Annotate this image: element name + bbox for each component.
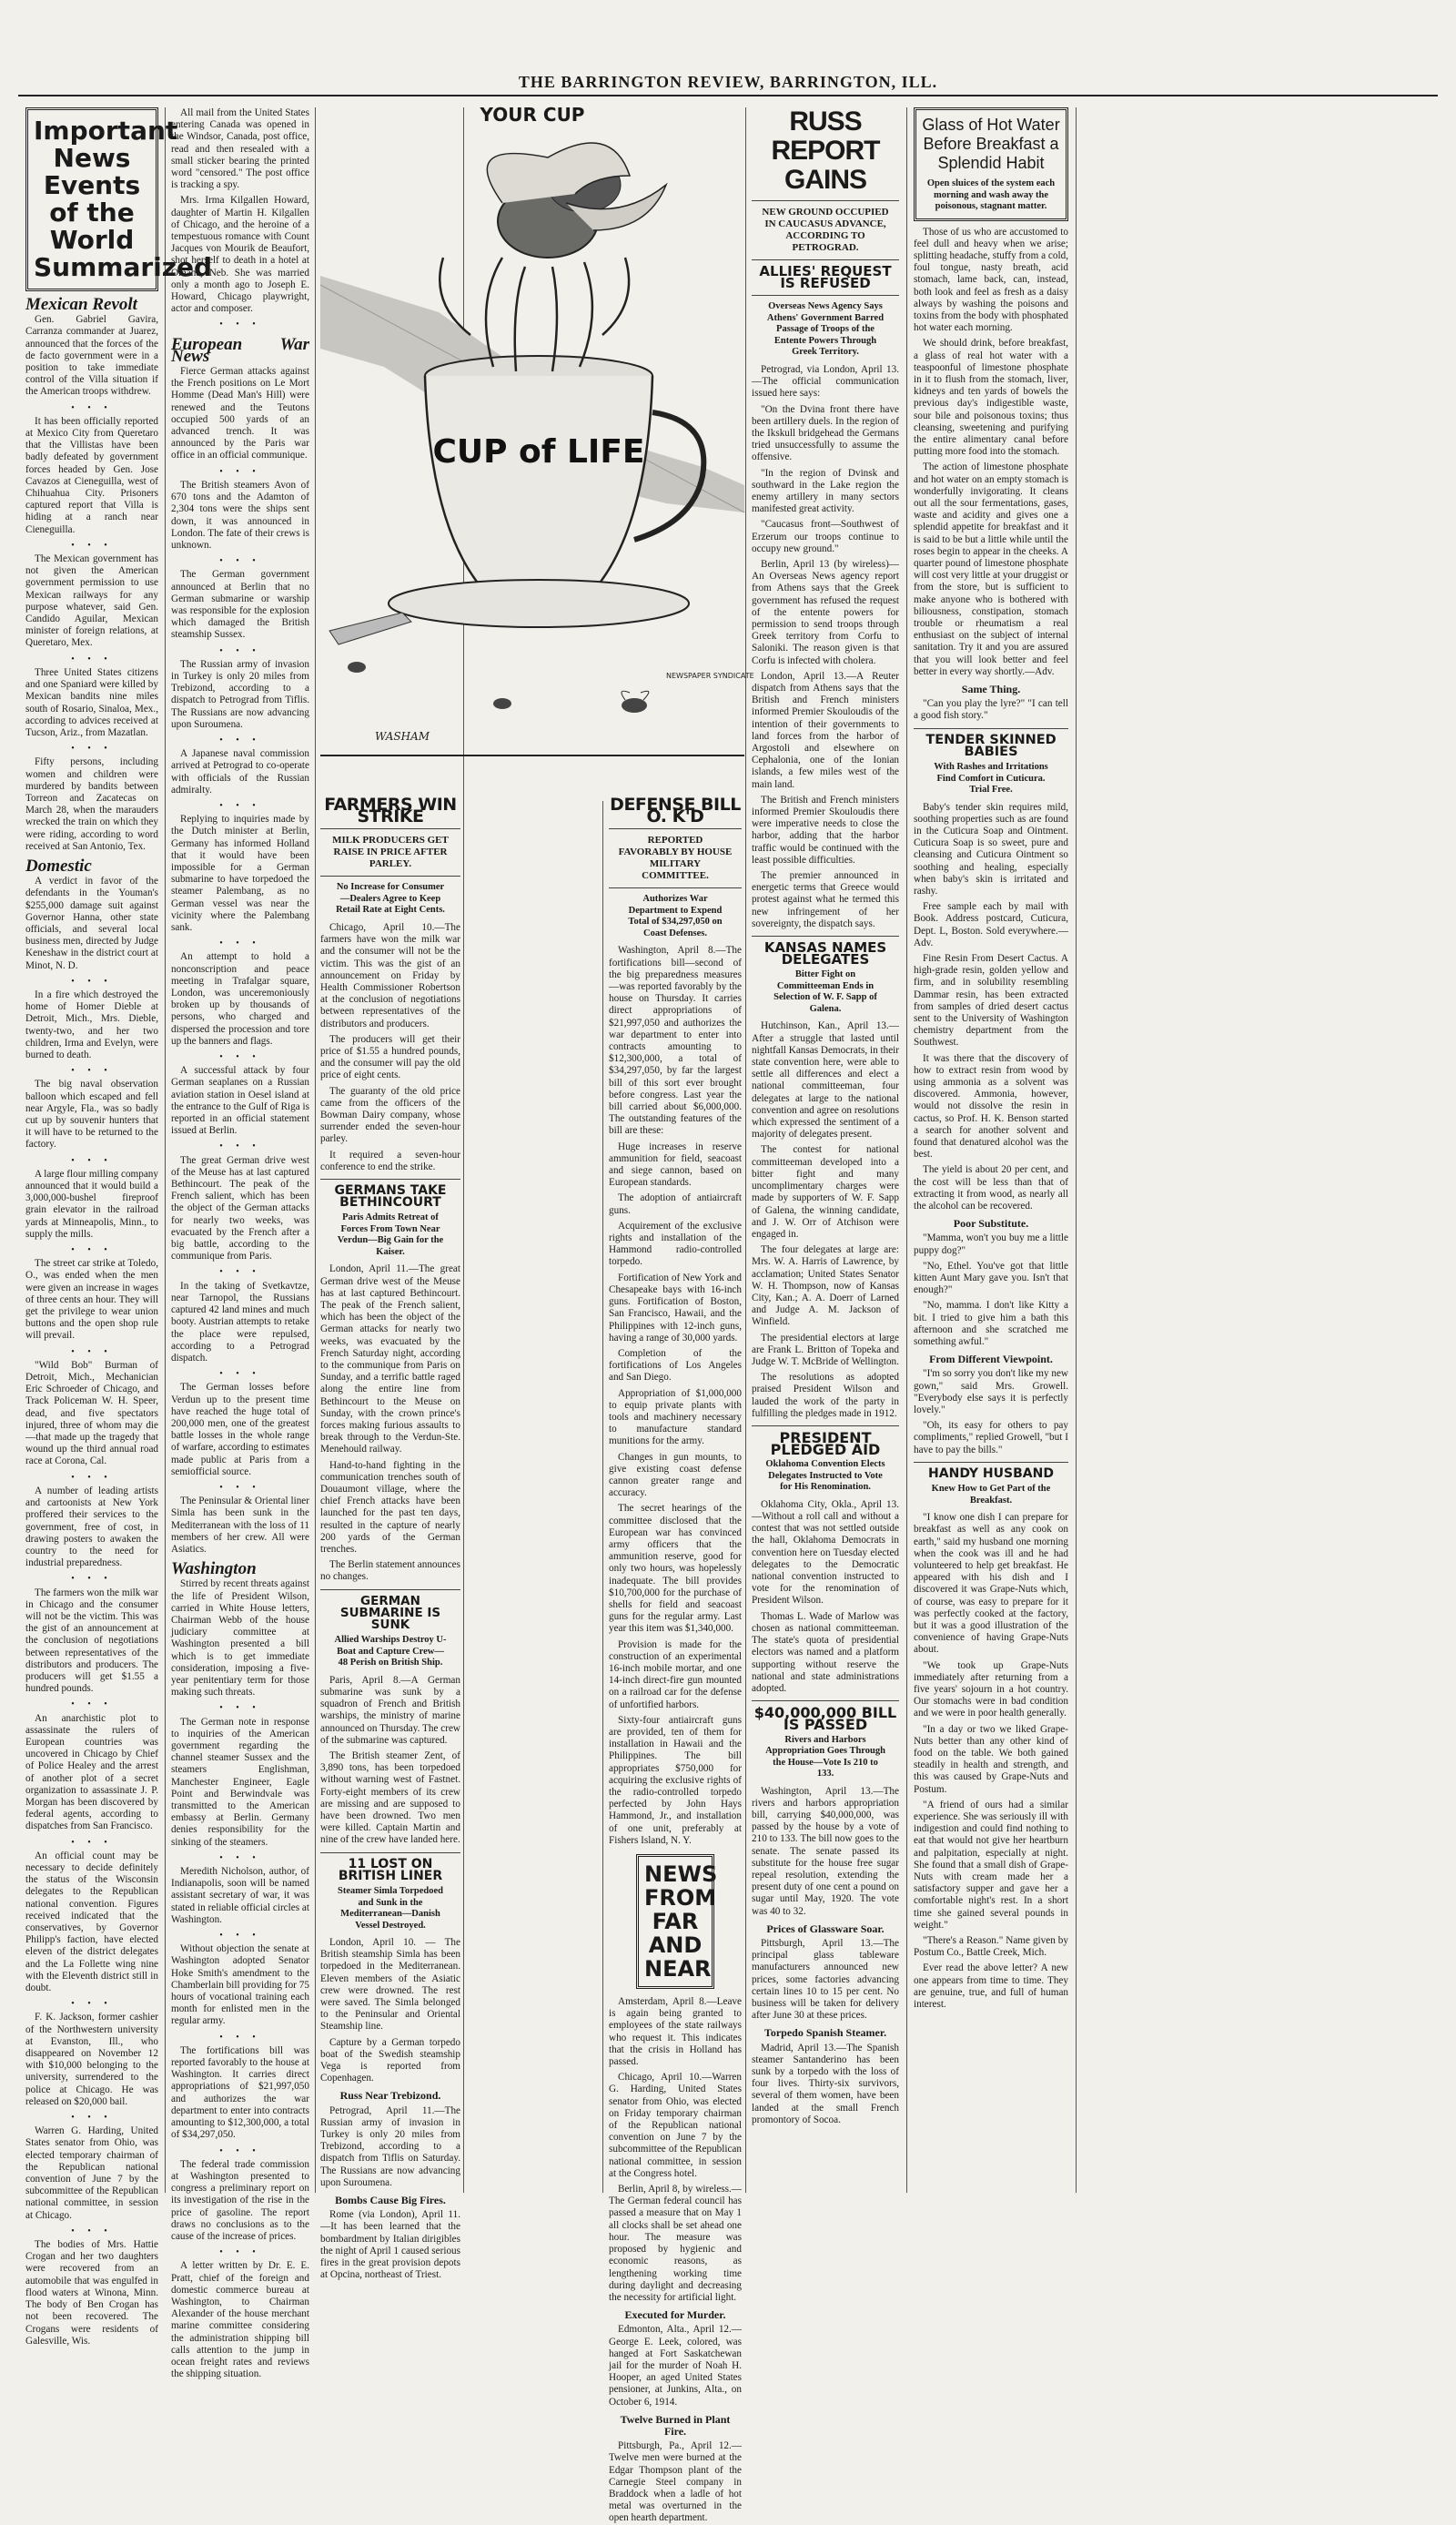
paragraph: The premier announced in energetic terms that Greece would protest against what he termed this new infringement of her sovereignty, the dispatch says.	[752, 870, 899, 929]
article-body	[914, 227, 1068, 679]
subdeck: Authorizes War Department to Expend Total of $34,297,050 on Coast Defenses.	[628, 894, 723, 938]
paragraph: London, April 13.—A Reuter dispatch from Athens says that the British and French ministers informed Premier Skouloudis of the intention of their governments to land forces from the harbor of Argostoli and elsewhere on Cephalonia, one of the Ionian islands, a few miles west of the main land.	[752, 670, 899, 790]
paragraph: The Russian army of invasion in Turkey is only 20 miles from Trebizond, according to a dispatch to Petrograd from Tiflis. The Russians are now advancing upon Suroumena.	[171, 658, 309, 730]
paragraph: Provision is made for the construction of an experimental 16-inch mobile mortar, and one 14-inch direct-fire gun mounted on a railroad car for the defense of unfortified harbors.	[609, 1638, 742, 1710]
article-body	[914, 1512, 1068, 2011]
article-body	[320, 1263, 460, 1583]
article-body	[752, 1499, 899, 1695]
headline-submarine: GERMAN SUBMARINE IS SUNK	[339, 1593, 441, 1633]
separator-dots: • • •	[219, 2032, 261, 2043]
paragraph: "Mamma, won't you buy me a little puppy dog?"	[914, 1232, 1068, 1256]
separator-dots: • • •	[71, 1245, 113, 1256]
paragraph: It was there that the discovery of how to extract resin from wood by using ammonia as a solvent was discovered. Ammonia, however, would not dissolve the resin in cactus, so Prof. H. K. Benson started a search for another solvent and found that denatured alcohol was the best.	[914, 1052, 1068, 1161]
paragraph: A verdict in favor of the defendants in the Youman's $255,000 damage suit against Governor Hanna, other state officials, and several local business men, directed by Judge Keneshaw in the district court at Minot, N. D.	[25, 876, 158, 971]
rule	[752, 1700, 899, 1701]
paragraph: "Can you play the lyre?" "I can tell a good fish story."	[914, 698, 1068, 722]
deck: MILK PRODUCERS GET RAISE IN PRICE AFTER PARLEY.	[332, 835, 449, 870]
separator-dots: • • •	[219, 645, 261, 656]
paragraph: Huge increases in reserve ammunition for field, seacoast and siege cannon, based on European standards.	[609, 1141, 742, 1189]
fly-icon	[622, 691, 649, 713]
separator-dots: • • •	[219, 2145, 261, 2156]
paragraph: Those of us who are accustomed to feel dull and heavy when we arise; splitting headache, stuffy from a cold, foul tongue, nasty breath, acid stomach, lame back, can, instead, both look and feel as fresh as a daisy always by washing the poisons and toxins from the body with phosphated hot water each morning.	[914, 226, 1068, 334]
headline-russ: RUSS REPORT GAINS	[771, 106, 880, 195]
section-title: European War News	[171, 334, 309, 366]
paragraph: Stirred by recent threats against the life of President Wilson, carried in White House letters, Chairman Webb of the house judiciary committee at Washington presented a bill which is to get immediate consideration, imposing a five-year penitentiary term for those making such threats.	[171, 1578, 309, 1699]
separator-dots: • • •	[71, 1346, 113, 1357]
subhead: Bombs Cause Big Fires.	[335, 2194, 446, 2207]
rule	[609, 887, 742, 888]
column-1	[25, 107, 213, 2347]
separator-dots: • • •	[219, 735, 261, 745]
paragraph: Sixty-four antiaircraft guns are provided, ten of them for installation in Hawaii and the Philippines. The bill appropriates $750,000 for acquiring the exclusive rights of the radio-controlled torpedo perfected by John Hays Hammond, Jr., and installation of one unit, preferably at Fishers Island, N. Y.	[609, 1714, 742, 1846]
paragraph: Meredith Nicholson, author, of Indianapolis, soon will be named assistant secretary of war, it was stated in reliable official circles at Washington.	[171, 1866, 309, 1925]
paragraph: The German note in response to inquiries of the American government regarding the channel steamer Sussex and the steamers Englishman, Manchester Engineer, Eagle Point and Berwindvale was transmitted to the American embassy at Berlin. Germany denies responsibility for the sinking of the steamers.	[171, 1716, 309, 1848]
cartoon-bottom-rule	[320, 755, 744, 756]
paragraph: The German losses before Verdun up to the present time have reached the huge total of 200,000 men, one of the greatest battle losses in the whole range of warfare, according to estimates made public at Paris from a semiofficial source.	[171, 1382, 309, 1477]
paragraph: "In a day or two we liked Grape-Nuts better than any other kind of food on the table. We both gained steadily in health and strength, and this was caused by Grape-Nuts and Postum.	[914, 1723, 1068, 1795]
paragraph: "No, mamma. I don't like Kitty a bit. I tried to give him a bath this afternoon and she scratched me something awful."	[914, 1300, 1068, 1348]
subdeck: Steamer Simla Torpedoed and Sunk in the Mediterranean—Danish Vessel Destroyed.	[338, 1886, 443, 1931]
paragraph: Petrograd, via London, April 13.—The official communication issued here says:	[752, 363, 899, 400]
paragraph: Washington, April 13.—The rivers and harbors appropriation bill, carrying $40,000,000, was passed by the house by a vote of 210 to 133. The bill now goes to the senate. The senate passed its substitute for the house free sugar repeal resolution, extending the present duty of one cent a pound on sugar until May, 1920. The vote was 40 to 32.	[752, 1785, 899, 1917]
paragraph: It has been officially reported at Mexico City from Queretaro that the Villistas have been badly defeated by government forces headed by Gen. Jose Cavazos at Cieneguilla, west of Chihuahua City. Prisoners captured report that Villa is hiding at a ranch near Cieneguilla.	[25, 415, 158, 535]
rule	[752, 936, 899, 937]
paragraph: An attempt to hold a nonconscription and peace meeting in Trafalgar square, London, was unceremoniously broken up by thousands of persons, who charged and dispersed the procession and tore up the banners and flags.	[171, 951, 309, 1047]
subhead: Prices of Glassware Soar.	[766, 1922, 885, 1935]
section-title: Mexican Revolt	[25, 295, 137, 314]
paragraph: "We took up Grape-Nuts immediately after returning from a five years' sojourn in a hot country. Our stomachs were in bad condition and we were in poor health generally.	[914, 1659, 1068, 1719]
paragraph: The federal trade commission at Washington presented to congress a preliminary report on its investigation of the rise in the price of gasoline. The report draws no conclusions as to the cause of the increase of prices.	[171, 2158, 309, 2242]
artist-signature: WASHAM	[375, 730, 430, 744]
separator-dots: • • •	[219, 1267, 261, 1278]
paragraph: Berlin, April 13 (by wireless)—An Overseas News agency report from Athens says that the Greek government has refused the request of the entente powers for permission to send troops through Greek territory from Corfu to Saloniki. The reason given is that Corfu is infected with cholera.	[752, 558, 899, 666]
fly-icon	[493, 698, 511, 709]
subdeck: Paris Admits Retreat of Forces From Town Near Verdun—Big Gain for the Kaiser.	[337, 1212, 444, 1257]
article-body	[752, 1786, 899, 1918]
rule	[320, 1852, 460, 1853]
paragraph: In the taking of Svetkavtze, near Tarnopol, the Russians captured 42 land mines and much booty. Austrian attempts to retake the place were repulsed, according to a Petrograd dispatch.	[171, 1280, 309, 1364]
paragraph: Thomas L. Wade of Marlow was chosen as national committeeman. The state's quota of presidential electors was named and a platform supporting without reserve the national and state administrations adopted.	[752, 1610, 899, 1694]
separator-dots: • • •	[71, 540, 113, 551]
col2-intro	[171, 107, 309, 315]
column-rule	[745, 107, 746, 2193]
masthead: THE BARRINGTON REVIEW, BARRINGTON, ILL.	[518, 73, 938, 91]
paragraph: "There's a Reason." Name given by Postum Co., Battle Creek, Mich.	[914, 1935, 1068, 1959]
news-from-far-box: NEWS FROM FAR AND NEAR	[636, 1854, 714, 1989]
paragraph: Capture by a German torpedo boat of the Swedish steamship Vega is reported from Copenhagen.	[320, 2036, 460, 2084]
separator-dots: • • •	[71, 1699, 113, 1710]
separator-dots: • • •	[219, 938, 261, 949]
separator-dots: • • •	[71, 2226, 113, 2236]
separator-dots: • • •	[71, 1155, 113, 1166]
paragraph: An anarchistic plot to assassinate the rulers of European countries was uncovered in Chicago by Chief of Police Healey and the arrest of another plot of a secret organization to assassinate J. P. Morgan has been discovered by federal agents, according to dispatches from San Francisco.	[25, 1712, 158, 1832]
paragraph: F. K. Jackson, former cashier of the Northwestern university at Evanston, Ill., who disappeared on November 12 with $10,000 belonging to the university, surrendered to the police at Chicago. He was released on $20,000 bail.	[25, 2012, 158, 2107]
rule	[320, 828, 460, 829]
paragraph: Acquirement of the exclusive rights and installation of the Hammond radio-controlled torpedo.	[609, 1220, 742, 1268]
paragraph: The presidential electors at large are Frank L. Britton of Topeka and Judge W. T. McBride of Wellington.	[752, 1332, 899, 1367]
column-rule	[165, 107, 166, 2193]
paragraph: The resolutions as adopted praised President Wilson and lauded the work of the party in fulfilling the pledges made in 1912.	[752, 1372, 899, 1419]
subdeck: Open sluices of the system each morning and wash away the poisonous, stagnant matter.	[926, 178, 1056, 211]
headline-kansas: KANSAS NAMES DELEGATES	[763, 939, 887, 968]
paragraph: The Berlin statement announces no changes.	[320, 1559, 460, 1583]
paragraph: A Japanese naval commission arrived at Petrograd to co-operate with officials of the Russian admiralty.	[171, 748, 309, 796]
paragraph: The farmers won the milk war in Chicago and the consumer will not be the victim. This was the gist of an announcement at the conclusion of negotiations between representatives of the distributors and producers. The producers will get $1.55 a hundred pounds.	[25, 1587, 158, 1695]
rule	[752, 259, 899, 260]
paragraph: The great German drive west of the Meuse has at last captured Bethincourt. The peak of the French salient, which has been the object of the German attacks for nearly two weeks, was evacuated by the French after a big battle, according to the communique from Paris.	[171, 1154, 309, 1262]
cartoon-area	[320, 104, 754, 790]
paragraph: In a fire which destroyed the home of Homer Dieble at Detroit, Mich., Mrs. Dieble, twenty-two, and her two children, Irma and Evelyn, were burned to death.	[25, 989, 158, 1060]
rule	[320, 876, 460, 877]
col1-sections	[25, 295, 158, 2348]
headline-babies: TENDER SKINNED BABIES	[925, 732, 1057, 759]
paragraph: A number of leading artists and cartoonists at New York proffered their services to the government, free of cost, in drawing posters to awaken the country to the need for industrial preparedness.	[25, 1485, 158, 1569]
subdeck: Oklahoma Convention Elects Delegates Instructed to Vote for His Renomination.	[765, 1459, 885, 1493]
cup-of-life-illustration	[320, 121, 754, 749]
paragraph: A letter written by Dr. E. E. Pratt, chief of the foreign and domestic commerce bureau at Washington, to Chairman Alexander of the house merchant marine committee considering the administration shipping bill calls attention to the jump in ocean freight rates and reviews the shipping situation.	[171, 2260, 309, 2380]
paragraph: Oklahoma City, Okla., April 13.—Without a roll call and without a contest that was not settled outside the hall, Oklahoma Democrats in convention here on Tuesday elected delegates to the Democratic national convention instructed to vote for the renomination of President Wilson.	[752, 1498, 899, 1607]
headline-germans-take: GERMANS TAKE BETHINCOURT	[334, 1182, 447, 1211]
rule	[320, 1179, 460, 1180]
paragraph: We should drink, before breakfast, a glass of real hot water with a teaspoonful of limestone phosphate in it to flush from the stomach, liver, kidneys and ten yards of bowels the previous day's indigestible waste, sour bile and poisonous toxins; thus cleansing, sweetening and purifying the entire alimentary canal before putting more food into the stomach.	[914, 338, 1068, 458]
paragraph: Hutchinson, Kan., April 13.—After a struggle that lasted until nightfall Kansas Democrats, in their state convention here, were able to settle all differences and elect a national committeeman, four delegates at large to the national convention and agree on resolutions which expressed the sentiment of a majority of delegates present.	[752, 1020, 899, 1141]
paragraph: The contest for national committeeman developed into a bitter fight and many uncomplimentary charges were made by supporters of W. F. Sapp of Galena, the winning candidate, and J. W. Orr of Atchison were engaged in.	[752, 1144, 899, 1240]
hot-water-ad-box	[914, 107, 1068, 221]
article-body	[320, 1675, 460, 1847]
column-rule	[906, 107, 907, 2193]
paragraph: Fierce German attacks against the French positions on Le Mort Homme (Dead Man's Hill) were renewed and the Teutons occupied 500 yards of an advanced trench. It was announced by the Paris war office in an official communique.	[171, 366, 309, 461]
rule	[320, 1589, 460, 1590]
paragraph: A large flour milling company announced that it would build a 3,000,000-bushel fireproof grain elevator in the railroad yards at Minneapolis, Minn., to supply the mills.	[25, 1168, 158, 1240]
subhead: Russ Near Trebizond.	[339, 2089, 441, 2103]
paragraph: Appropriation of $1,000,000 to equip private plants with tools and machinery necessary to manufacture standard munitions for the army.	[609, 1387, 742, 1447]
article-body	[609, 1996, 742, 2304]
separator-dots: • • •	[71, 744, 113, 755]
column-rule	[315, 107, 316, 2193]
paragraph: The fortifications bill was reported favorably to the house at Washington. It carries direct appropriations of $21,997,050 and authorizes the war department to enter into contracts amounting to $12,300,000, a total of $34,297,050.	[171, 2044, 309, 2141]
article-body	[320, 1937, 460, 2084]
box-title: Important News Events of the World Summarized	[34, 116, 213, 282]
paragraph: It required a seven-hour conference to end the strike.	[320, 1149, 460, 1172]
separator-dots: • • •	[219, 1703, 261, 1714]
paragraph: The Mexican government has not given the American government permission to use Mexican railways for any purpose whatever, said Gen. Candido Aguilar, Mexican minister of foreign relations, at Queretaro, Mex.	[25, 553, 158, 649]
paragraph: Gen. Gabriel Gavira, Carranza commander at Juarez, announced that the forces of the de facto government were in a position to take immediate control of the Villa situation if the American troops withdrew.	[25, 314, 158, 398]
separator-dots: • • •	[71, 654, 113, 664]
subdeck: Bitter Fight on Committeeman Ends in Selection of W. F. Sapp of Galena.	[774, 969, 877, 1014]
paragraph: Chicago, April 10.—Warren G. Harding, United States senator from Ohio, was elected on Friday temporary chairman of the Republican national convention on June 7 by the subcommittee of the Republican national committee, in session at the Congress hotel.	[609, 2072, 742, 2179]
headline-bill-passed: $40,000,000 BILL IS PASSED	[753, 1704, 897, 1734]
paragraph: Edmonton, Alta., April 12.—George E. Leek, colored, was hanged at Fort Saskatchewan jail for the murder of Noah H. Hooper, an aged United States pensioner, at Junkins, Alta., on October 6, 1914.	[609, 2324, 742, 2408]
separator-dots: • • •	[71, 1574, 113, 1585]
paragraph: Amsterdam, April 8.—Leave is again being granted to employees of the state railways who request it. This indicates that the crisis in Holland has passed.	[609, 1996, 742, 2068]
column-rule	[602, 801, 603, 2193]
separator-dots: • • •	[219, 556, 261, 567]
subhead: Same Thing.	[961, 683, 1021, 696]
fly-icon	[348, 662, 366, 673]
article-body	[320, 922, 460, 1173]
headline-handy-husband: HANDY HUSBAND	[928, 1465, 1054, 1481]
paragraph: "Caucasus front—Southwest of Erzerum our troops continue to occupy new ground."	[752, 519, 899, 554]
separator-dots: • • •	[219, 319, 261, 330]
paragraph: The British and French ministers informed Premier Skouloudis there were imperative needs to close the harbor, adding that the harbor traffic would be continued with the least possible difficulties.	[752, 794, 899, 866]
headline-farmers: FARMERS WIN STRIKE	[324, 795, 457, 827]
cup-label: CUP of LIFE	[432, 433, 645, 472]
article-body	[914, 1368, 1068, 1455]
paragraph: "I know one dish I can prepare for breakfast as well as any cook on earth," said my husband one morning when the cook was ill and he had volunteered to help get breakfast. He appeared with his dish and I discovered it was Grape-Nuts which, of course, was easy to prepare for it was perfectly cooked at the factory, but it was a good illustration of the convenience of having Grape-Nuts about.	[914, 1512, 1068, 1656]
subdeck: Rivers and Harbors Appropriation Goes Through the House—Vote Is 210 to 133.	[765, 1734, 885, 1780]
headline-allies: ALLIES' REQUEST IS REFUSED	[759, 263, 892, 292]
paragraph: Fortification of New York and Chesapeake bays with 16-inch guns. Fortification of Boston, San Francisco, Hawaii, and the Philippines with 12-inch guns, having a range of 30,000 yards.	[609, 1272, 742, 1344]
separator-dots: • • •	[219, 1369, 261, 1380]
paragraph: The producers will get their price of $1.55 a hundred pounds, and the consumer will pay the old price of eight cents.	[320, 1033, 460, 1081]
top-rule	[18, 95, 1438, 96]
paragraph: The British steamer Zent, of 3,890 tons, has been torpedoed without warning west of Fastnet. Forty-eight members of its crew are missing and are supposed to have been drowned. Two men were killed. Captain Martin and nine of the crew have landed here.	[320, 1749, 460, 1846]
paragraph: An official count may be necessary to decide definitely the status of the Wisconsin delegates to the Republican national convention. Figures received indicated that the conservatives, by Governor Philipp's faction, have elected eleven of the district delegates and the La Follette wing nine with the Eleventh district still in doubt.	[25, 1850, 158, 1994]
separator-dots: • • •	[219, 1141, 261, 1152]
paragraph: Pittsburgh, Pa., April 12.—Twelve men were burned at the Edgar Thompson plant of the Carnegie Steel company in Braddock when a ladle of hot metal was overturned in the open hearth department.	[609, 2440, 742, 2524]
paragraph: "Wild Bob" Burman of Detroit, Mich., Mechanician Eric Schroeder of Chicago, and Track Policeman W. H. Speer, dead, and five spectators injured, three of whom may die—that made up the tragedy that wound up the third annual road race at Corona, Cal.	[25, 1359, 158, 1467]
rule	[609, 828, 742, 829]
column-5	[752, 107, 899, 2193]
article-body	[752, 1020, 899, 1420]
col2-sections	[171, 334, 309, 2381]
subdeck: Allied Warships Destroy U-Boat and Capture Crew—48 Perish on British Ship.	[334, 1635, 447, 1668]
paragraph: London, April 10. — The British steamship Simla has been torpedoed in the Mediterranean. Eleven members of the Asiatic crew were drowned. The rest were saved. The Simla belonged to the Peninsular and Oriental Steamship line.	[320, 1937, 460, 2033]
paragraph: Ever read the above letter? A new one appears from time to time. They are genuine, true, and full of human interest.	[914, 1962, 1068, 2011]
separator-dots: • • •	[71, 1999, 113, 2010]
rule	[752, 200, 899, 201]
paragraph: Mrs. Irma Kilgallen Howard, daughter of Martin H. Kilgallen of Chicago, and the heroine of a tempestuous romance with Count Jacques von Mourik de Beaufort, shot herself to death in a hotel at Omaha, Neb. She was married only a month ago to Joseph E. Howard, Chicago playwright, actor and composer.	[171, 195, 309, 315]
separator-dots: • • •	[71, 976, 113, 987]
paragraph: The big naval observation balloon which escaped and fell near Argyle, Fla., was so badly cut up by souvenir hunters that it will have to be returned to the factory.	[25, 1079, 158, 1151]
article-body	[914, 802, 1068, 1213]
paragraph: Baby's tender skin requires mild, soothing properties such as are found in the Cuticura Soap and Ointment. Cuticura Soap is so sweet, pure and cleansing and Cuticura Ointment so soothing and healing, especially when baby's skin is irritated and rashy.	[914, 801, 1068, 897]
paragraph: The British steamers Avon of 670 tons and the Adamton of 2,304 tons were the ships sent down, it was announced in London. The fate of their crews is unknown.	[171, 479, 309, 551]
paragraph: The bodies of Mrs. Hattie Crogan and her two daughters were recovered from an automobile that was engulfed in flood waters at Winona, Minn. The body of Ben Crogan has not been recovered. The Crogans were residents of Galesville, Wis.	[25, 2239, 158, 2347]
subdeck: With Rashes and Irritations Find Comfort in Cuticura. Trial Free.	[934, 762, 1048, 796]
subhead: From Different Viewpoint.	[929, 1353, 1053, 1366]
subhead: Poor Substitute.	[953, 1217, 1029, 1231]
section-title: Domestic	[25, 856, 92, 876]
separator-dots: • • •	[219, 1482, 261, 1493]
paragraph: The secret hearings of the committee disclosed that the European war has convinced army officers that the ammunition reserve, good for only two hours, was hopelessly inadequate. The bill provides $10,700,000 for the purchase of shells for field and seacoast guns for the regular army. Last year this item was $1,340,000.	[609, 1503, 742, 1635]
rule	[914, 728, 1068, 729]
paragraph: "I'm so sorry you don't like my new gown," said Mrs. Growell. "Everybody else says it is perfectly lovely."	[914, 1368, 1068, 1416]
separator-dots: • • •	[71, 2113, 113, 2124]
paragraph: The guaranty of the old price came from the officers of the Bowman Dairy company, whose surrender ended the seven-hour parley.	[320, 1085, 460, 1145]
paragraph: The action of limestone phosphate and hot water on an empty stomach is wonderfully invigorating. It cleans out all the sour fermentations, gases, waste and acidity and gives one a splendid appetite for breakfast and it is said to be but a little while until the roses begin to appear in the cheeks. A quarter pound of limestone phosphate will cost very little at your druggist or from the store, but is sufficient to make anyone who is bothered with biliousness, constipation, stomach trouble or rheumatism a real enthusiast on the subject of internal sanitation. Try it and you are assured that you will look better and feel better in every way shortly.—Adv.	[914, 461, 1068, 677]
separator-dots: • • •	[71, 402, 113, 413]
paragraph: Fifty persons, including women and children were murdered by bandits between Torreon and Zacatecas on March 28, when the marauders wrecked the train on which they were riding, according to word received at San Antonio, Tex.	[25, 756, 158, 852]
paragraph: Chicago, April 10.—The farmers have won the milk war and the consumer will not be the victim. This was the gist of an announcement on Friday by Health Commissioner Robertson at the conclusion of negotiations between representatives of the distributors and producers.	[320, 921, 460, 1029]
paragraph: A successful attack by four German seaplanes on a Russian aviation station in Oesel island at the entrance to the Gulf of Riga is reported in an official statement issued at Berlin.	[171, 1065, 309, 1137]
separator-dots: • • •	[219, 1052, 261, 1063]
separator-dots: • • •	[219, 466, 261, 477]
important-news-box	[25, 107, 213, 291]
paragraph: "No, Ethel. You've got that little kitten Aunt Mary gave you. Isn't that enough?"	[914, 1260, 1068, 1296]
paragraph: Three United States citizens and one Spaniard were killed by Mexican bandits nine miles south of Rosario, Sinaloa, Mex., according to advices received at Tucson, Ariz., from Mazatlan.	[25, 666, 158, 738]
paragraph: Hand-to-hand fighting in the communication trenches south of Douaumont village, where the chief French attacks have been launched for the past ten days, resulted in the capture of nearly 200 yards of the German trenches.	[320, 1459, 460, 1556]
separator-dots: • • •	[71, 1066, 113, 1077]
column-2	[171, 107, 309, 2380]
paragraph: Warren G. Harding, United States senator from Ohio, was elected temporary chairman of the Republican national convention of June 7 by the subcommittee of the Republican national committee, in session at Chicago.	[25, 2125, 158, 2221]
headline-hot-water: Glass of Hot Water Before Breakfast a Splendid Habit	[922, 116, 1060, 172]
separator-dots: • • •	[71, 1837, 113, 1848]
paragraph: Paris, April 8.—A German submarine was sunk by a squadron of French and British warships, the ministry of marine announced on Thursday. The crew of the submarine was captured.	[320, 1674, 460, 1746]
article-body	[609, 945, 742, 1847]
paragraph: The four delegates at large are: Mrs. W. A. Harris of Lawrence, by acclamation; United States Senator W. H. Thompson, now of Kansas City, Kan.; A. A. Doerr of Larned and Judge A. M. Jackson of Winfield.	[752, 1244, 899, 1328]
paragraph: London, April 11.—The great German drive west of the Meuse has at last captured Bethincourt. The peak of the French salient, which has been the object of the German attacks for nearly two weeks, was evacuated by the French Saturday night, according to the communique from Paris on Sunday, and a terrific battle raged along the entire line from Bethincourt to the Meuse on Sunday, with the crown prince's forces making furious assaults to break through to the Verdun-Ste. Menehould railway.	[320, 1263, 460, 1455]
column-4	[609, 795, 742, 2524]
paragraph: "On the Dvina front there have been artillery duels. In the region of the Ikskull bridgehead the Germans tried unsuccessfully to assume the offensive.	[752, 403, 899, 463]
paragraph: "A friend of ours had a similar experience. She was seriously ill with indigestion and could find nothing to eat that would not give her heartburn and palpitation, especially at night. She found that a small dish of Grape-Nuts with cream made her a satisfactory supper and gave her a comfortable night's rest. In a short time she gained several pounds in weight."	[914, 1799, 1068, 1931]
subhead: Executed for Murder.	[624, 2308, 726, 2322]
paragraph: Fine Resin From Desert Cactus. A high-grade resin, golden yellow and firm, and in solubility resembling Dammar resin, has been extracted from samples of dried desert cactus sent to the University of Washington chemistry department from the Southwest.	[914, 952, 1068, 1049]
separator-dots: • • •	[219, 1852, 261, 1863]
paragraph: "Oh, its easy for others to pay compliments," replied Growell, "but I have to pay the bills."	[914, 1420, 1068, 1455]
paragraph: Washington, April 8.—The fortifications bill—second of the big preparedness measures—was reported favorably by the house on Thursday. It carries direct appropriations of $21,997,050 and authorizes the war department to enter into contracts amounting to $12,300,000, a total of $34,297,050, by far the largest bill of this sort ever brought before congress. Last year the bill carried about $6,000,000. The outstanding features of the bill are these:	[609, 945, 742, 1137]
paragraph: Free sample each by mail with Book. Address postcard, Cuticura, Dept. L, Boston. Sold everywhere.—Adv.	[914, 901, 1068, 948]
article-body	[914, 1232, 1068, 1348]
paragraph: Petrograd, April 11.—The Russian army of invasion in Turkey is only 20 miles from Trebizond, according to a dispatch from Tiflis on Saturday. The Russians are now advancing upon Suroumena.	[320, 2104, 460, 2188]
cartoon-title: YOUR CUP	[480, 104, 585, 126]
paragraph: Berlin, April 8, by wireless.—The German federal council has passed a measure that on May 1 all clocks shall be set ahead one hour. The measure was proposed by hygienic and economic reasons, as lengthening working time during daylight and decreasing the necessity for artificial light.	[609, 2184, 742, 2303]
paragraph: The German government announced at Berlin that no German submarine or warship was responsible for the explosion which damaged the British steamship Sussex.	[171, 569, 309, 641]
paragraph: All mail from the United States entering Canada was opened in the Windsor, Canada, post office, read and then resealed with a small sticker bearing the printed word "censored." The post office is tracking a spy.	[171, 107, 309, 191]
column-3	[320, 795, 460, 2281]
column-6	[914, 107, 1068, 2193]
deck: REPORTED FAVORABLY BY HOUSE MILITARY COMMITTEE.	[618, 835, 733, 882]
deck: NEW GROUND OCCUPIED IN CAUCASUS ADVANCE, ACCORDING TO PETROGRAD.	[762, 207, 889, 253]
subdeck: Overseas News Agency Says Athens' Government Barred Passage of Troops of the Entente Powers Through Greek Territory.	[766, 301, 885, 358]
separator-dots: • • •	[219, 2247, 261, 2258]
headline-president: PRESIDENT PLEDGED AID	[770, 1428, 881, 1459]
rule	[752, 1425, 899, 1426]
paragraph: The Peninsular & Oriental liner Simla has been sunk in the Mediterranean with the loss of 11 members of her crew. All were Asiatics.	[171, 1496, 309, 1555]
paragraph: The street car strike at Toledo, O., was ended when the men were given an increase in wages of three cents an hour. They will get the privilege to wear union buttons and the open shop rule will prevail.	[25, 1258, 158, 1342]
paragraph: Madrid, April 13.—The Spanish steamer Santanderino has been sunk by a torpedo with the loss of four lives. Thirty-six survivors, several of them women, have been landed at the small French promontory of Socoa.	[752, 2042, 899, 2125]
paragraph: The yield is about 20 per cent, and the cost will be less than that of extracting it from wood, as nearly all the alcohol can be recovered.	[914, 1164, 1068, 1212]
headline-british-liner: 11 LOST ON BRITISH LINER	[338, 1856, 443, 1883]
paragraph: Pittsburgh, April 13.—The principal glass tableware manufacturers announced new prices, some factories advancing certain lines 10 to 15 per cent. No business will be taken for delivery after June 30 at these prices.	[752, 1937, 899, 2022]
section-title: Washington	[171, 1559, 257, 1579]
paragraph: The adoption of antiaircraft guns.	[609, 1192, 742, 1216]
separator-dots: • • •	[219, 1931, 261, 1942]
rule	[752, 295, 899, 296]
paragraph: "In the region of Dvinsk and southward in the Lake region the enemy artillery in many sectors manifested great activity.	[752, 467, 899, 515]
article-body	[752, 364, 899, 930]
page-edge-rule	[1076, 107, 1077, 2193]
rule	[914, 1462, 1068, 1463]
headline-defense: DEFENSE BILL O. K'D	[610, 795, 741, 827]
paragraph: Without objection the senate at Washington adopted Senator Hoke Smith's amendment to the Chamberlain bill providing for 75 hours of vocational training each month for enlisted men in the regular army.	[171, 1943, 309, 2027]
cartoon-credit: NEWSPAPER SYNDICATE	[666, 672, 754, 681]
separator-dots: • • •	[71, 1472, 113, 1483]
separator-dots: • • •	[219, 800, 261, 811]
subhead: Twelve Burned in Plant Fire.	[620, 2412, 731, 2438]
subhead: Torpedo Spanish Steamer.	[763, 2026, 887, 2040]
subdeck: No Increase for Consumer—Dealers Agree to Keep Retail Rate at Eight Cents.	[336, 882, 445, 916]
paragraph: Completion of the fortifications of Los Angeles and San Diego.	[609, 1347, 742, 1384]
paragraph: Rome (via London), April 11.—It has been learned that the bombardment by Italian dirigibles the night of April 1 caused serious fires in the great provision depots at Opcina, northeast of Triest.	[320, 2209, 460, 2281]
paragraph: Replying to inquiries made by the Dutch minister at Berlin, Germany has informed Holland that it would have been impossible for a German submarine to have torpedoed the steamer Palembang, as no German vessel was near the vicinity where the Palembang sank.	[171, 814, 309, 933]
subdeck: Knew How to Get Part of the Breakfast.	[931, 1484, 1051, 1506]
paragraph: Changes in gun mounts, to give existing coast defense cannon greater range and accuracy.	[609, 1451, 742, 1499]
